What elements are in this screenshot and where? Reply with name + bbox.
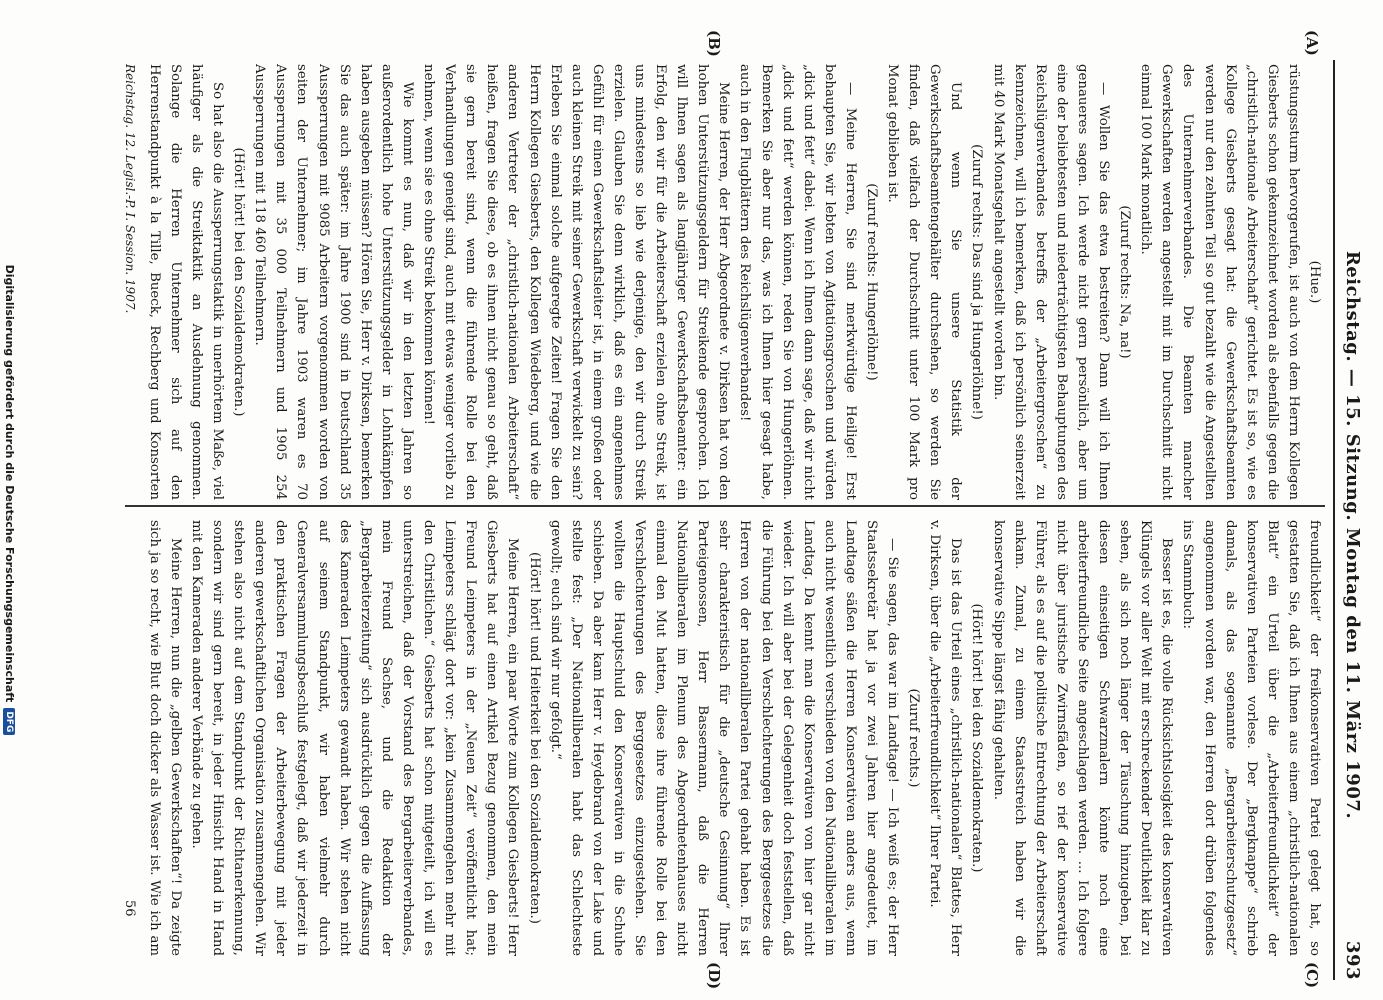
paragraph: — Wollen Sie das etwa bestreiten? Dann will ich Ihnen genaueres sagen. Ich werde nicht gern persönlich, aber um eine der beliebtesten und niederträchtigsten Behauptungen des Reichslügenverbandes betreffs der „Arbeitergroschen“ zu kennzeichnen, will ich bemerken, daß ich persönlich seinerzeit mit 40 Mark Monatsgehalt angestellt worden bin. bbox=[990, 64, 1112, 500]
paragraph: rüstungssturm hervorgerufen, ist auch von dem Herrn Kollegen Giesberts schon gekennzeichnet worden als ebenfalls gegen die „christlich-nationale Arbeiterschaft“ gerichtet. Es ist so, wie es Kollege Giesberts gesagt hat: die Gewerkschaftsbeamten werden nur den zehnten Teil so gut bezahlt wie die Angestellten des Unternehmerverbandes. Die Beamten mancher Gewerkschaften werden angestellt mit im Durchschnitt nicht einmal 100 Mark monatlich. bbox=[1138, 64, 1301, 500]
interjection: (Zuruf rechts: Na, na!) bbox=[1117, 205, 1133, 359]
paragraph: Meine Herren, der Herr Abgeordnete v. Dirksen hat von den hohen Unterstützungsgeldern für Streikende gesprochen. Ich will Ihnen sagen als langjähriger Gewerkschaftsbeamter: ein Erfolg, den wir für die Arbeiterschaft erzielen ohne Streik, ist uns mindestens so lieb wie derjenige, den wir durch Streik erzielen. Glauben Sie denn wirklich, daß es ein angenehmes Gefühl für einen Gewerkschaftsleiter ist, in einem großen oder auch kleinen Streik mit seiner Gewerkschaft verwickelt zu sein? Erleben Sie einmal solche aufgeregte Zeiten! Fragen Sie den Herrn Kollegen Giesberts, den Kollegen Wiedeberg, und wie die anderen Vertreter der „christlich-nationalen Arbeiterschaft“ heißen, fragen Sie diese, ob es ihnen nicht genau so geht, daß sie gern bereit sind, wenn die führende Rolle bei den Verhandlungen geneigt sind, auch mit etwas weniger vorlieb zu nehmen, wenn sie es ohne Streik bekommen können! bbox=[421, 64, 732, 500]
paragraph: — Sie sagen, das war im Landtage! — Ich weiß es; der Herr Staatssekretär hat ja vor zwei Jahren hier angedeutet, im Landtage säßen die Herren Konservativen anders aus, wenn auch nicht wesentlich verschieden von den Nationalliberalen im Landtag. Da kennt man die Konservativen von hier gar nicht wieder. Ich will aber bei der Gelegenheit doch feststellen, daß die Führung bei den Verschlechterungen des Berggesetzes die Herren von der nationalliberalen Partei gehabt haben. Es ist sehr charakteristisch für die „deutsche Gesinnung“ Ihrer Parteigenossen, Herr Bassermann, daß die Herren Nationalliberalen im Plenum des Abgeordnetenhauses nicht einmal den Mut hatten, diese ihre führende Rolle bei den Verschlechterungen des Berggesetzes einzugestehen. Sie wollten die Hauptschuld den Konservativen in die Schuhe schieben. Da aber kam Herr v. Heydebrand von der Lake und stellte fest: „Der Nationalliberalen habt das Schlechteste gewollt; euch sind wir nur gefolgt.“ bbox=[547, 520, 901, 956]
paragraph: — Meine Herren, Sie sind merkwürdige Heilige! Erst behaupten Sie, wir lebten von Agitationsgroschen und würden „dick und fett“ dabei. Wenn ich Ihnen dann sage, daß wir nicht „dick und fett“ werden können, reden Sie von Hungerlöhnen. Bemerken Sie aber nur das, was ich Ihnen hier gesagt habe, auch in den Flugblättern des Reichslügenverbandes! bbox=[737, 64, 858, 500]
interjection: (Zuruf rechts: Das sind ja Hungerlöhne!) bbox=[969, 144, 985, 420]
margin-mark-d: (D) bbox=[705, 962, 723, 990]
quoted-paragraph: Besser ist es, die volle Rücksichtslosigkeit des konservativen Klüngels vor aller Welt mit erschreckender Deutlichkeit klar zu sehen, als sich noch länger der Täuschung hinzugeben, bei diesen einseitigen Schwarzmalern könnte noch eine arbeiterfreundliche Seite angeschlagen werden. ... Ich folgere nicht über juristische Zwirnsfäden, so rief der konservative Führer, als es auf die politische Entrechtung der Arbeiterschaft ankam. Zumal, zu einem Staatsstreich haben wir die konservative Sippe längst fähig gehalten. bbox=[990, 520, 1175, 956]
margin-mark-b: (B) bbox=[705, 30, 723, 57]
paragraph: Meine Herren, ein paar Worte zum Kollegen Giesberts! Herr Giesberts hat auf einen Artikel Bezug genommen, den mein Freund Leimpeters in der „Neuen Zeit“ veröffentlicht hat; Leimpeters schlägt dort vor: „kein Zusammengehen mehr mit den Christlichen.“ Giesberts hat schon mitgeteilt, ich will es unterstreichen, daß der Vorstand des Bergarbeiterverbandes, mein Freund Sachse, und die Redaktion der „Bergarbeiterzeitung“ sich ausdrücklich gegen die Auffassung des Kameraden Leimpeters gewandt haben. Wir stehen nicht auf seinem Standpunkt, wir haben vielmehr durch Generalversammlungsbeschluß festgelegt, daß wir jederzeit in den praktischen Fragen der Arbeiterbewegung mit jeder anderen gewerkschaftlichen Organisation zusammengehen. Wir stehen also nicht auf dem Standpunkt der Richtanerkennung, sondern wir sind gern bereit, in jeder Hinsicht Hand in Hand mit den Kameraden anderer Verbände zu gehen. bbox=[189, 520, 521, 956]
right-text-column bbox=[145, 520, 1325, 956]
dfg-credit-line bbox=[0, 0, 19, 1000]
interjection: (Zuruf rechts: Hungerlöhne!) bbox=[864, 183, 880, 381]
footer-session-info: Reichstag. 12. Legisl.-P. I. Session. 1907. bbox=[123, 64, 137, 314]
interjection: (Hört! hört! bei den Sozialdemokraten.) bbox=[231, 147, 247, 417]
margin-mark-c: (C) bbox=[1303, 962, 1321, 989]
paragraph: Das ist das Urteil eines „christlich-nationalen“ Blattes, Herr v. Dirksen, über die „Arbeiterfreundlichkeit“ Ihrer Partei. bbox=[927, 520, 964, 956]
interjection: (Hört! hört! bei den Sozialdemokraten.) bbox=[969, 603, 985, 873]
paragraph: Meine Herren, nun die „gelben Gewerkschaften“! Da zeigte sich ja so recht, wie Blut doch dicker als Wasser ist. Wie ich am bbox=[146, 520, 183, 956]
paragraph: So hat also die Aussperrungstaktik in unerhörtem Maße, viel häufiger als die Streiktaktik an Ausdehnung genommen. Solange die Herren Unternehmer sich auf den Herrenstandpunkt à la Tille, Bueck, Rechberg und Konsorten bbox=[146, 64, 226, 500]
page-header bbox=[1339, 90, 1365, 980]
interjection: (Hört! hört! und Heiterkeit bei den Sozialdemokraten.) bbox=[526, 552, 542, 924]
paragraph: freundlichkeit“ der freikonservativen Partei gelegt hat, so gestatten Sie, daß ich Ihnen aus einem „christlich-nationalen Blatt“ ein Urteil über die „Arbeiterfreundlichkeit“ der konservativen Parteien vorlese. Der „Bergknappe“ schrieb damals, als das sogenannte „Bergarbeiterschutzgesetz“ angenommen worden war, den Herren dort drüben folgendes ins Stammbuch: bbox=[1180, 520, 1322, 956]
page-number: 393 bbox=[1342, 940, 1363, 980]
page-title: Reichstag. — 15. Sitzung. Montag den 11. März 1907. bbox=[1342, 250, 1363, 820]
header-rule bbox=[1333, 60, 1335, 980]
column-divider bbox=[125, 505, 1325, 507]
left-text-column bbox=[145, 64, 1325, 500]
dfg-logo-icon: DFG bbox=[4, 708, 16, 735]
interjection: (Zuruf rechts.) bbox=[906, 688, 922, 788]
margin-mark-a: (A) bbox=[1303, 30, 1321, 56]
paragraph: Und wenn Sie unsere Statistik der Gewerkschaftsbeamtengehälter durchsehen, so werden Sie finden, daß vielfach der Durchschnitt unter 100 Mark pro Monat geblieben ist. bbox=[885, 64, 964, 500]
dfg-credit-text: Digitalisierung gefördert durch die Deutsche Forschungsgemeinschaft bbox=[3, 264, 16, 703]
footer-signature: 56 bbox=[122, 900, 137, 917]
speaker-label: (Hue.) bbox=[1307, 260, 1322, 304]
paragraph: Wie kommt es nun, daß wir in den letzten Jahren so außerordentlich hohe Unterstützungsgelder in Lohnkämpfen haben ausgeben müssen? Hören Sie, Herr v. Dirksen, bemerken Sie das auch später: im Jahre 1900 sind in Deutschland 35 Aussperrungen mit 9085 Arbeitern vorgenommen worden von seiten der Unternehmer; im Jahre 1903 waren es 70 Aussperrungen mit 35 000 Teilnehmern und 1905 254 Aussperrungen mit 118 460 Teilnehmern. bbox=[252, 64, 415, 500]
